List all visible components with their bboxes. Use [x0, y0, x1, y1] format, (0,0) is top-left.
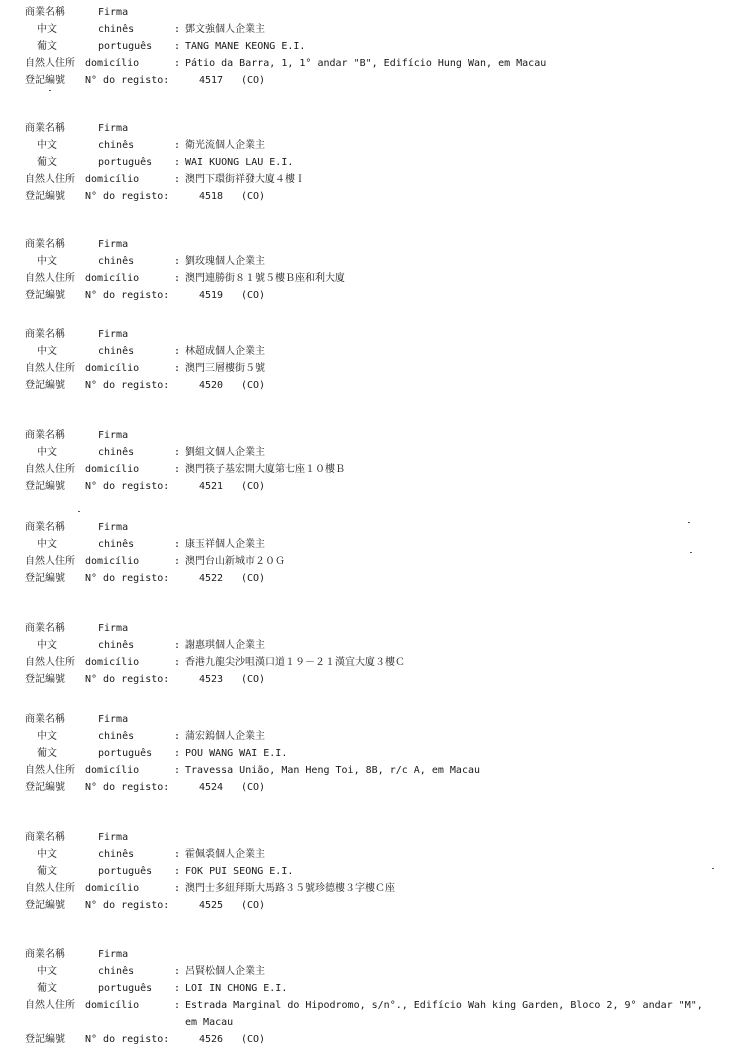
portuguese-label-zh: 葡文: [37, 157, 57, 168]
chinese-name-value: 霍佩裘個人企業主: [185, 849, 265, 860]
domicile-row: [0, 762, 738, 779]
register-number: 4524: [199, 782, 224, 793]
colon: :: [174, 24, 181, 35]
register-label-pt: N° do registo:: [85, 573, 170, 584]
domicile-value: Estrada Marginal do Hipodromo, s/n°., Edifício Wah king Garden, Bloco 2, 9° andar "M", em Macau: [185, 1000, 703, 1028]
portuguese-label-zh: 葡文: [37, 748, 57, 759]
firm-header-row: [0, 711, 738, 728]
register-row: [0, 377, 738, 394]
register-type: (CO): [241, 75, 266, 86]
portuguese-label-zh: 葡文: [37, 41, 57, 52]
colon: :: [174, 539, 181, 550]
register-number: 4519: [199, 290, 224, 301]
chinese-label-pt: chinês: [98, 640, 135, 651]
register-number: 4517: [199, 75, 224, 86]
chinese-name-row: [0, 343, 738, 360]
chinese-label-zh: 中文: [37, 539, 57, 550]
firm-label-zh: 商業名稱: [25, 430, 65, 441]
colon: :: [174, 273, 181, 284]
scan-speck: [690, 552, 692, 553]
firm-label-pt: Firma: [98, 239, 129, 250]
colon: :: [174, 866, 181, 877]
domicile-value: Pátio da Barra, 1, 1° andar "B", Edifício Hung Wan, em Macau: [185, 58, 547, 69]
scan-speck: [78, 511, 80, 512]
chinese-name-row: [0, 253, 738, 270]
firm-label-zh: 商業名稱: [25, 832, 65, 843]
colon: :: [174, 849, 181, 860]
firm-header-row: [0, 120, 738, 137]
colon: :: [174, 765, 181, 776]
chinese-name-row: [0, 21, 738, 38]
domicile-label-zh: 自然人住所: [25, 1000, 75, 1011]
register-row: [0, 188, 738, 205]
domicile-label-zh: 自然人住所: [25, 657, 75, 668]
portuguese-label-pt: português: [98, 983, 153, 994]
domicile-row: [0, 461, 738, 478]
register-label-pt: N° do registo:: [85, 380, 170, 391]
register-number: 4521: [199, 481, 224, 492]
portuguese-name-value: TANG MANE KEONG E.I.: [185, 41, 306, 52]
firm-record: [0, 427, 738, 495]
chinese-label-zh: 中文: [37, 731, 57, 742]
firm-label-zh: 商業名稱: [25, 7, 65, 18]
domicile-label-pt: domicílio: [85, 1000, 140, 1011]
firm-label-pt: Firma: [98, 623, 129, 634]
colon: :: [174, 731, 181, 742]
colon: :: [174, 58, 181, 69]
firm-label-pt: Firma: [98, 949, 129, 960]
portuguese-label-pt: português: [98, 41, 153, 52]
firm-label-zh: 商業名稱: [25, 522, 65, 533]
chinese-label-pt: chinês: [98, 140, 135, 151]
domicile-value: 澳門筷子基宏開大廈第七座１０樓Ｂ: [185, 464, 345, 475]
chinese-label-pt: chinês: [98, 966, 135, 977]
domicile-label-zh: 自然人住所: [25, 883, 75, 894]
firm-header-row: [0, 326, 738, 343]
domicile-label-zh: 自然人住所: [25, 363, 75, 374]
firm-label-zh: 商業名稱: [25, 714, 65, 725]
domicile-label-pt: domicílio: [85, 657, 140, 668]
colon: :: [174, 657, 181, 668]
register-type: (CO): [241, 674, 266, 685]
domicile-label-zh: 自然人住所: [25, 765, 75, 776]
register-type: (CO): [241, 290, 266, 301]
firm-header-row: [0, 427, 738, 444]
register-row: [0, 287, 738, 304]
firm-label-pt: Firma: [98, 430, 129, 441]
firm-header-row: [0, 620, 738, 637]
firm-label-zh: 商業名稱: [25, 123, 65, 134]
register-row: [0, 779, 738, 796]
colon: :: [174, 363, 181, 374]
chinese-label-pt: chinês: [98, 256, 135, 267]
chinese-name-value: 劉組文個人企業主: [185, 447, 265, 458]
domicile-value: 澳門三層樓街５號: [185, 363, 265, 374]
chinese-label-zh: 中文: [37, 256, 57, 267]
firm-label-pt: Firma: [98, 123, 129, 134]
colon: :: [174, 556, 181, 567]
domicile-row: [0, 997, 738, 1031]
register-label-zh: 登記編號: [25, 290, 65, 301]
chinese-name-value: 呂賢松個人企業主: [185, 966, 265, 977]
chinese-name-row: [0, 728, 738, 745]
domicile-label-pt: domicílio: [85, 273, 140, 284]
domicile-row: [0, 654, 738, 671]
domicile-value: Travessa União, Man Heng Toi, 8B, r/c A, em Macau: [185, 765, 481, 776]
firm-record: [0, 4, 738, 89]
firm-label-pt: Firma: [98, 7, 129, 18]
register-number: 4523: [199, 674, 224, 685]
register-label-zh: 登記編號: [25, 573, 65, 584]
firm-label-pt: Firma: [98, 522, 129, 533]
register-number: 4520: [199, 380, 224, 391]
register-label-pt: N° do registo:: [85, 1034, 170, 1045]
register-number: 4526: [199, 1034, 224, 1045]
chinese-name-row: [0, 637, 738, 654]
portuguese-name-row: [0, 154, 738, 171]
chinese-label-zh: 中文: [37, 447, 57, 458]
firm-label-pt: Firma: [98, 329, 129, 340]
register-label-zh: 登記編號: [25, 674, 65, 685]
chinese-name-value: 衛光流個人企業主: [185, 140, 265, 151]
colon: :: [174, 174, 181, 185]
colon: :: [174, 640, 181, 651]
domicile-label-pt: domicílio: [85, 556, 140, 567]
register-label-zh: 登記編號: [25, 782, 65, 793]
chinese-label-zh: 中文: [37, 24, 57, 35]
domicile-label-pt: domicílio: [85, 174, 140, 185]
portuguese-label-pt: português: [98, 866, 153, 877]
domicile-row: [0, 55, 738, 72]
domicile-label-pt: domicílio: [85, 883, 140, 894]
chinese-name-row: [0, 137, 738, 154]
chinese-name-value: 劉玫瑰個人企業主: [185, 256, 265, 267]
portuguese-name-value: FOK PUI SEONG E.I.: [185, 866, 294, 877]
firm-header-row: [0, 519, 738, 536]
domicile-value: 香港九龍尖沙咀漢口道１９－２１漢宜大廈３樓Ｃ: [185, 657, 405, 668]
scan-speck: [49, 90, 51, 91]
colon: :: [174, 346, 181, 357]
firm-label-zh: 商業名稱: [25, 949, 65, 960]
firm-record: [0, 711, 738, 796]
domicile-label-pt: domicílio: [85, 363, 140, 374]
register-label-zh: 登記編號: [25, 75, 65, 86]
register-row: [0, 72, 738, 89]
chinese-name-value: 康玉祥個人企業主: [185, 539, 265, 550]
portuguese-name-value: WAI KUONG LAU E.I.: [185, 157, 294, 168]
chinese-name-value: 鄧文強個人企業主: [185, 24, 265, 35]
register-label-pt: N° do registo:: [85, 290, 170, 301]
register-label-zh: 登記編號: [25, 481, 65, 492]
domicile-row: [0, 270, 738, 287]
domicile-row: [0, 553, 738, 570]
chinese-name-row: [0, 536, 738, 553]
colon: :: [174, 140, 181, 151]
domicile-label-zh: 自然人住所: [25, 174, 75, 185]
domicile-value: 澳門士多紐拜斯大馬路３５號珍德樓３字樓Ｃ座: [185, 883, 395, 894]
colon: :: [174, 748, 181, 759]
chinese-label-zh: 中文: [37, 640, 57, 651]
firm-label-zh: 商業名稱: [25, 239, 65, 250]
domicile-label-pt: domicílio: [85, 765, 140, 776]
domicile-label-zh: 自然人住所: [25, 556, 75, 567]
colon: :: [174, 464, 181, 475]
portuguese-name-row: [0, 980, 738, 997]
register-type: (CO): [241, 191, 266, 202]
register-label-pt: N° do registo:: [85, 900, 170, 911]
register-number: 4522: [199, 573, 224, 584]
register-type: (CO): [241, 481, 266, 492]
firm-label-zh: 商業名稱: [25, 623, 65, 634]
colon: :: [174, 41, 181, 52]
register-label-pt: N° do registo:: [85, 191, 170, 202]
firm-record: [0, 946, 738, 1048]
domicile-label-zh: 自然人住所: [25, 464, 75, 475]
colon: :: [174, 883, 181, 894]
register-row: [0, 478, 738, 495]
domicile-label-pt: domicílio: [85, 464, 140, 475]
firm-label-zh: 商業名稱: [25, 329, 65, 340]
register-number: 4525: [199, 900, 224, 911]
portuguese-label-zh: 葡文: [37, 866, 57, 877]
scan-speck: [712, 868, 714, 869]
register-label-zh: 登記編號: [25, 900, 65, 911]
register-row: [0, 570, 738, 587]
firm-header-row: [0, 4, 738, 21]
register-row: [0, 1031, 738, 1048]
domicile-value: 澳門下環街祥發大廈４樓Ｉ: [185, 174, 305, 185]
register-label-pt: N° do registo:: [85, 674, 170, 685]
colon: :: [174, 983, 181, 994]
colon: :: [174, 966, 181, 977]
domicile-value: 澳門台山新城市２０Ｇ: [185, 556, 285, 567]
firm-record: [0, 620, 738, 688]
firm-record: [0, 326, 738, 394]
chinese-label-zh: 中文: [37, 140, 57, 151]
firm-record: [0, 120, 738, 205]
firm-record: [0, 236, 738, 304]
register-label-pt: N° do registo:: [85, 481, 170, 492]
chinese-name-row: [0, 963, 738, 980]
register-number: 4518: [199, 191, 224, 202]
firm-record: [0, 519, 738, 587]
register-label-pt: N° do registo:: [85, 782, 170, 793]
register-row: [0, 671, 738, 688]
portuguese-name-row: [0, 38, 738, 55]
firm-header-row: [0, 829, 738, 846]
chinese-label-pt: chinês: [98, 447, 135, 458]
chinese-label-pt: chinês: [98, 539, 135, 550]
domicile-label-pt: domicílio: [85, 58, 140, 69]
firm-header-row: [0, 236, 738, 253]
chinese-name-value: 蒲宏鎢個人企業主: [185, 731, 265, 742]
chinese-name-value: 林超成個人企業主: [185, 346, 265, 357]
colon: :: [174, 256, 181, 267]
register-type: (CO): [241, 380, 266, 391]
chinese-name-row: [0, 444, 738, 461]
domicile-row: [0, 360, 738, 377]
register-row: [0, 897, 738, 914]
portuguese-name-row: [0, 863, 738, 880]
register-type: (CO): [241, 900, 266, 911]
portuguese-label-pt: português: [98, 157, 153, 168]
firm-label-pt: Firma: [98, 832, 129, 843]
chinese-label-zh: 中文: [37, 346, 57, 357]
portuguese-label-pt: português: [98, 748, 153, 759]
domicile-value: 澳門連勝街８１號５樓Ｂ座和利大廈: [185, 273, 345, 284]
register-label-zh: 登記編號: [25, 380, 65, 391]
firm-header-row: [0, 946, 738, 963]
register-label-zh: 登記編號: [25, 191, 65, 202]
portuguese-name-value: LOI IN CHONG E.I.: [185, 983, 288, 994]
colon: :: [174, 157, 181, 168]
scan-speck: [688, 522, 690, 523]
register-label-zh: 登記編號: [25, 1034, 65, 1045]
colon: :: [174, 447, 181, 458]
register-label-pt: N° do registo:: [85, 75, 170, 86]
domicile-label-zh: 自然人住所: [25, 58, 75, 69]
chinese-label-pt: chinês: [98, 346, 135, 357]
colon: :: [174, 1000, 181, 1011]
chinese-label-pt: chinês: [98, 849, 135, 860]
chinese-name-value: 謝惠琪個人企業主: [185, 640, 265, 651]
portuguese-label-zh: 葡文: [37, 983, 57, 994]
firm-record: [0, 829, 738, 914]
chinese-label-zh: 中文: [37, 849, 57, 860]
firm-label-pt: Firma: [98, 714, 129, 725]
register-type: (CO): [241, 1034, 266, 1045]
register-type: (CO): [241, 782, 266, 793]
chinese-name-row: [0, 846, 738, 863]
domicile-row: [0, 880, 738, 897]
chinese-label-pt: chinês: [98, 731, 135, 742]
portuguese-name-row: [0, 745, 738, 762]
portuguese-name-value: POU WANG WAI E.I.: [185, 748, 288, 759]
chinese-label-zh: 中文: [37, 966, 57, 977]
chinese-label-pt: chinês: [98, 24, 135, 35]
domicile-row: [0, 171, 738, 188]
domicile-label-zh: 自然人住所: [25, 273, 75, 284]
register-type: (CO): [241, 573, 266, 584]
